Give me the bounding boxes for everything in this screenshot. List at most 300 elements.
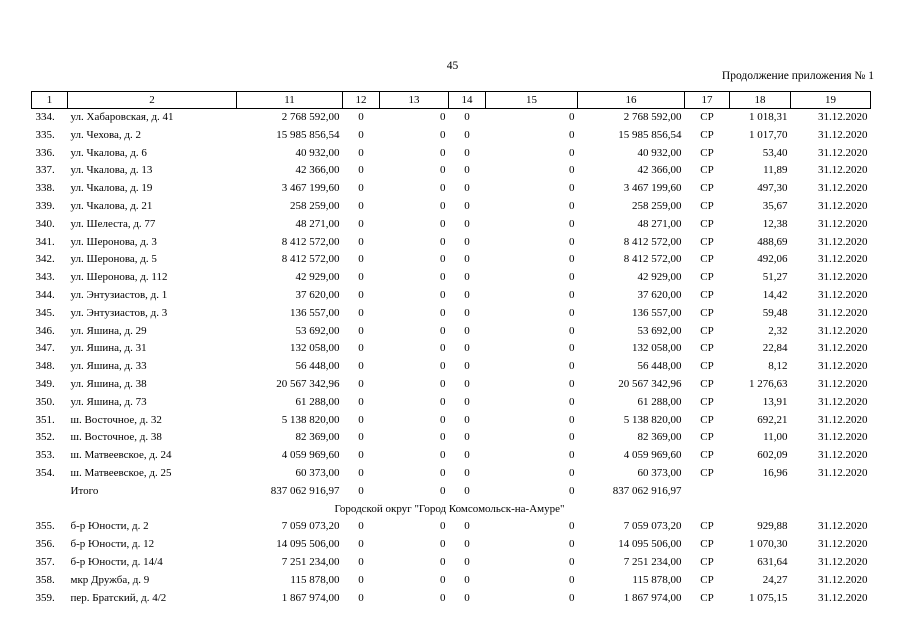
value-col-13: 0 [440,288,446,301]
value-col-14: 0 [464,466,470,479]
address: Итого [70,484,99,497]
table-row [32,554,871,572]
value-col-17: СР [700,555,714,568]
value-col-11: 2 768 592,00 [281,111,340,123]
row-number: 358. [35,573,55,586]
table-row [32,429,871,447]
value-col-18: 11,89 [763,164,788,177]
value-col-17: СР [700,306,714,319]
address: б-р Юности, д. 12 [70,538,155,551]
value-col-11: 53 692,00 [295,324,340,337]
value-col-12: 0 [358,182,364,195]
table-row [32,234,871,252]
table-row [32,162,871,180]
value-col-16: 4 059 969,60 [623,449,682,462]
value-col-18: 53,40 [762,146,788,159]
table-row [32,305,871,323]
value-col-11: 258 259,00 [290,199,340,212]
value-col-15: 0 [569,324,575,337]
value-col-12: 0 [358,395,364,408]
table-row [32,447,871,465]
value-col-11: 15 985 856,54 [276,128,340,141]
table-row [32,198,871,216]
value-col-17: СР [700,146,714,159]
value-col-19: 31.12.2020 [818,520,868,533]
value-col-11: 7 059 073,20 [281,520,340,533]
row-number: 351. [35,413,55,426]
value-col-17: СР [700,360,714,373]
value-col-13: 0 [440,111,446,123]
value-col-13: 0 [440,413,446,426]
value-col-11: 82 369,00 [295,431,340,444]
value-col-15: 0 [569,306,575,319]
value-col-17: СР [700,324,714,337]
value-col-17: СР [700,235,714,248]
col-header: 12 [343,92,380,109]
value-col-14: 0 [464,199,470,212]
value-col-15: 0 [569,288,575,301]
value-col-16: 7 251 234,00 [623,555,682,568]
value-col-14: 0 [464,573,470,586]
value-col-16: 60 373,00 [637,466,682,479]
table-row [32,216,871,234]
col-header: 19 [791,92,871,109]
value-col-11: 136 557,00 [290,306,340,319]
row-number: 356. [35,538,55,551]
value-col-12: 0 [358,466,364,479]
value-col-12: 0 [358,217,364,230]
address: ул. Энтузиастов, д. 1 [70,288,168,301]
value-col-16: 132 058,00 [632,342,682,355]
value-col-13: 0 [440,360,446,373]
page-number: 45 [446,60,459,72]
row-number: 353. [35,449,55,462]
value-col-15: 0 [569,449,575,462]
address: ул. Шеронова, д. 5 [70,253,157,266]
section-title: Городской округ "Город Комсомольск-на-Амуре" [334,502,565,515]
header-row [32,92,871,109]
appendix-table [31,91,871,607]
value-col-16: 48 271,00 [637,217,682,230]
address: ул. Чкалова, д. 13 [70,164,153,177]
value-col-11: 837 062 916,97 [270,484,340,497]
value-col-19: 31.12.2020 [818,306,868,319]
row-number: 344. [35,288,55,301]
value-col-16: 115 878,00 [632,573,682,586]
value-col-18: 51,27 [762,271,788,284]
value-col-18: 8,12 [768,360,788,373]
value-col-12: 0 [358,484,364,497]
value-col-12: 0 [358,449,364,462]
row-number: 348. [35,360,55,373]
value-col-13: 0 [440,146,446,159]
value-col-16: 37 620,00 [637,288,682,301]
value-col-19: 31.12.2020 [818,111,868,123]
row-number: 343. [35,271,55,284]
value-col-16: 56 448,00 [637,360,682,373]
value-col-11: 132 058,00 [290,342,340,355]
value-col-12: 0 [358,306,364,319]
value-col-12: 0 [358,111,364,123]
value-col-13: 0 [440,538,446,551]
table-row [32,590,871,608]
value-col-18: 11,00 [763,431,788,444]
value-col-17: СР [700,128,714,141]
value-col-18: 929,88 [757,520,788,533]
value-col-16: 82 369,00 [637,431,682,444]
value-col-18: 497,30 [757,182,788,195]
value-col-17 [685,483,730,501]
value-col-11: 42 366,00 [295,164,340,177]
value-col-12: 0 [358,591,364,604]
value-col-17: СР [700,111,714,123]
value-col-11: 37 620,00 [295,288,340,301]
col-header: 13 [380,92,449,109]
value-col-16: 40 932,00 [637,146,682,159]
value-col-16: 8 412 572,00 [623,253,682,266]
value-col-11: 3 467 199,60 [281,182,340,195]
row-number: 354. [35,466,55,479]
address: ул. Шелеста, д. 77 [70,217,156,230]
value-col-14: 0 [464,288,470,301]
table-row [32,394,871,412]
total-row [32,483,871,501]
table-row [32,269,871,287]
col-header: 18 [730,92,791,109]
value-col-17: СР [700,164,714,177]
value-col-12: 0 [358,538,364,551]
value-col-17: СР [700,288,714,301]
row-number: 345. [35,306,55,319]
value-col-17: СР [700,573,714,586]
value-col-14: 0 [464,591,470,604]
address: ул. Чкалова, д. 21 [70,199,153,212]
value-col-13: 0 [440,555,446,568]
value-col-19 [791,483,871,501]
value-col-16: 2 768 592,00 [623,111,682,123]
value-col-12: 0 [358,431,364,444]
value-col-16: 258 259,00 [632,199,682,212]
table-body-a [32,109,871,483]
value-col-16: 837 062 916,97 [612,484,682,497]
table-row [32,572,871,590]
value-col-11: 115 878,00 [290,573,340,586]
value-col-17: СР [700,395,714,408]
value-col-11: 14 095 506,00 [276,538,340,551]
value-col-14: 0 [464,164,470,177]
value-col-13: 0 [440,449,446,462]
value-col-12: 0 [358,555,364,568]
table-row [32,127,871,145]
address: ул. Чехова, д. 2 [70,128,142,141]
address: ш. Восточное, д. 38 [70,431,162,444]
row-number: 338. [35,182,55,195]
value-col-13: 0 [440,271,446,284]
value-col-17: СР [700,217,714,230]
value-col-14: 0 [464,146,470,159]
table-row [32,465,871,483]
value-col-15: 0 [569,253,575,266]
value-col-15: 0 [569,199,575,212]
value-col-15: 0 [569,520,575,533]
value-col-18: 12,38 [762,217,788,230]
value-col-14: 0 [464,324,470,337]
value-col-11: 60 373,00 [295,466,340,479]
address: ул. Яшина, д. 73 [70,395,147,408]
value-col-18: 2,32 [768,324,788,337]
value-col-14: 0 [464,395,470,408]
row-number: 334. [35,111,55,123]
value-col-17: СР [700,466,714,479]
value-col-12: 0 [358,413,364,426]
address: ул. Чкалова, д. 19 [70,182,153,195]
value-col-18: 488,69 [757,235,788,248]
value-col-12: 0 [358,377,364,390]
value-col-18: 631,64 [757,555,788,568]
value-col-19: 31.12.2020 [818,288,868,301]
value-col-16: 3 467 199,60 [623,182,682,195]
value-col-17: СР [700,182,714,195]
value-col-18: 1 070,30 [749,538,788,551]
value-col-12: 0 [358,342,364,355]
col-header: 11 [237,92,343,109]
value-col-18: 1 017,70 [749,128,788,141]
value-col-15: 0 [569,235,575,248]
address: ул. Яшина, д. 38 [70,377,147,390]
col-header: 17 [685,92,730,109]
row-number: 337. [35,164,55,177]
value-col-18: 1 018,31 [749,111,788,123]
value-col-16: 61 288,00 [637,395,682,408]
value-col-14: 0 [464,484,470,497]
value-col-17: СР [700,342,714,355]
value-col-11: 8 412 572,00 [281,235,340,248]
value-col-15: 0 [569,573,575,586]
value-col-16: 20 567 342,96 [618,377,682,390]
table-row [32,376,871,394]
table-body-b [32,518,871,607]
value-col-19: 31.12.2020 [818,555,868,568]
value-col-19: 31.12.2020 [818,466,868,479]
value-col-19: 31.12.2020 [818,253,868,266]
value-col-13: 0 [440,520,446,533]
value-col-18: 692,21 [757,413,788,426]
value-col-19: 31.12.2020 [818,413,868,426]
value-col-13: 0 [440,573,446,586]
value-col-15: 0 [569,360,575,373]
value-col-18: 22,84 [762,342,788,355]
value-col-15: 0 [569,128,575,141]
value-col-17: СР [700,271,714,284]
value-col-18: 14,42 [762,288,788,301]
value-col-11: 4 059 969,60 [281,449,340,462]
value-col-14: 0 [464,538,470,551]
value-col-14: 0 [464,377,470,390]
row-number [32,483,68,501]
address: ул. Яшина, д. 29 [70,324,147,337]
address: ш. Матвеевское, д. 25 [70,466,172,479]
address: ул. Яшина, д. 31 [70,342,147,355]
value-col-16: 42 929,00 [637,271,682,284]
value-col-19: 31.12.2020 [818,128,868,141]
value-col-18 [730,483,791,501]
value-col-16: 5 138 820,00 [623,413,682,426]
value-col-11: 40 932,00 [295,146,340,159]
value-col-18: 1 276,63 [749,377,788,390]
value-col-19: 31.12.2020 [818,395,868,408]
value-col-12: 0 [358,324,364,337]
value-col-15: 0 [569,538,575,551]
row-number: 347. [35,342,55,355]
value-col-14: 0 [464,360,470,373]
value-col-18: 13,91 [762,395,788,408]
row-number: 336. [35,146,55,159]
value-col-16: 42 366,00 [637,164,682,177]
value-col-19: 31.12.2020 [818,164,868,177]
value-col-17: СР [700,199,714,212]
address: б-р Юности, д. 2 [70,520,149,533]
value-col-14: 0 [464,342,470,355]
value-col-14: 0 [464,520,470,533]
address: ш. Восточное, д. 32 [70,413,162,426]
value-col-11: 20 567 342,96 [276,377,340,390]
value-col-18: 602,09 [757,449,788,462]
value-col-12: 0 [358,253,364,266]
row-number: 349. [35,377,55,390]
value-col-12: 0 [358,164,364,177]
value-col-15: 0 [569,271,575,284]
value-col-13: 0 [440,217,446,230]
col-header: 15 [486,92,578,109]
value-col-13: 0 [440,431,446,444]
table-row [32,536,871,554]
value-col-12: 0 [358,520,364,533]
col-header: 16 [578,92,685,109]
value-col-19: 31.12.2020 [818,235,868,248]
value-col-14: 0 [464,431,470,444]
table-row [32,340,871,358]
value-col-15: 0 [569,342,575,355]
value-col-12: 0 [358,288,364,301]
value-col-19: 31.12.2020 [818,377,868,390]
value-col-14: 0 [464,253,470,266]
value-col-14: 0 [464,449,470,462]
address: ул. Хабаровская, д. 41 [70,111,174,123]
value-col-12: 0 [358,146,364,159]
value-col-15: 0 [569,395,575,408]
address: мкр Дружба, д. 9 [70,573,150,586]
address: ул. Шеронова, д. 112 [70,271,168,284]
value-col-13: 0 [440,164,446,177]
row-number: 346. [35,324,55,337]
value-col-14: 0 [464,306,470,319]
value-col-14: 0 [464,111,470,123]
value-col-14: 0 [464,555,470,568]
value-col-16: 15 985 856,54 [618,128,682,141]
value-col-16: 136 557,00 [632,306,682,319]
address: ул. Яшина, д. 33 [70,360,147,373]
value-col-19: 31.12.2020 [818,182,868,195]
value-col-15: 0 [569,182,575,195]
table-row [32,180,871,198]
value-col-19: 31.12.2020 [818,271,868,284]
value-col-18: 492,06 [757,253,788,266]
address: ул. Шеронова, д. 3 [70,235,157,248]
address: ул. Чкалова, д. 6 [70,146,147,159]
table-row [32,518,871,536]
value-col-16: 1 867 974,00 [623,591,682,604]
value-col-15: 0 [569,377,575,390]
value-col-16: 8 412 572,00 [623,235,682,248]
value-col-13: 0 [440,324,446,337]
value-col-18: 1 075,15 [749,591,788,604]
value-col-16: 14 095 506,00 [618,538,682,551]
value-col-12: 0 [358,235,364,248]
value-col-17: СР [700,377,714,390]
value-col-15: 0 [569,466,575,479]
address: б-р Юности, д. 14/4 [70,555,163,568]
value-col-11: 42 929,00 [295,271,340,284]
value-col-11: 61 288,00 [295,395,340,408]
value-col-11: 8 412 572,00 [281,253,340,266]
value-col-13: 0 [440,466,446,479]
value-col-19: 31.12.2020 [818,146,868,159]
value-col-12: 0 [358,573,364,586]
value-col-12: 0 [358,271,364,284]
value-col-13: 0 [440,253,446,266]
value-col-11: 5 138 820,00 [281,413,340,426]
value-col-17: СР [700,253,714,266]
address: ул. Энтузиастов, д. 3 [70,306,168,319]
row-number: 335. [35,128,55,141]
row-number: 352. [35,431,55,444]
continuation-label: Продолжение приложения № 1 [721,70,874,82]
row-number: 359. [35,591,55,604]
row-number: 350. [35,395,55,408]
value-col-15: 0 [569,413,575,426]
value-col-17: СР [700,520,714,533]
value-col-15: 0 [569,146,575,159]
value-col-13: 0 [440,128,446,141]
col-header: 1 [32,92,68,109]
value-col-17: СР [700,591,714,604]
value-col-12: 0 [358,360,364,373]
value-col-14: 0 [464,217,470,230]
value-col-13: 0 [440,395,446,408]
row-number: 340. [35,217,55,230]
value-col-18: 59,48 [762,306,788,319]
value-col-19: 31.12.2020 [818,449,868,462]
value-col-19: 31.12.2020 [818,591,868,604]
value-col-12: 0 [358,128,364,141]
table-row [32,412,871,430]
row-number: 357. [35,555,55,568]
table-row [32,358,871,376]
value-col-15: 0 [569,217,575,230]
value-col-14: 0 [464,235,470,248]
value-col-13: 0 [440,377,446,390]
table-row [32,251,871,269]
value-col-13: 0 [440,484,446,497]
col-header: 14 [449,92,486,109]
value-col-15: 0 [569,484,575,497]
value-col-14: 0 [464,271,470,284]
table-row [32,323,871,341]
value-col-17: СР [700,431,714,444]
value-col-11: 1 867 974,00 [281,591,340,604]
value-col-13: 0 [440,199,446,212]
row-number: 339. [35,199,55,212]
